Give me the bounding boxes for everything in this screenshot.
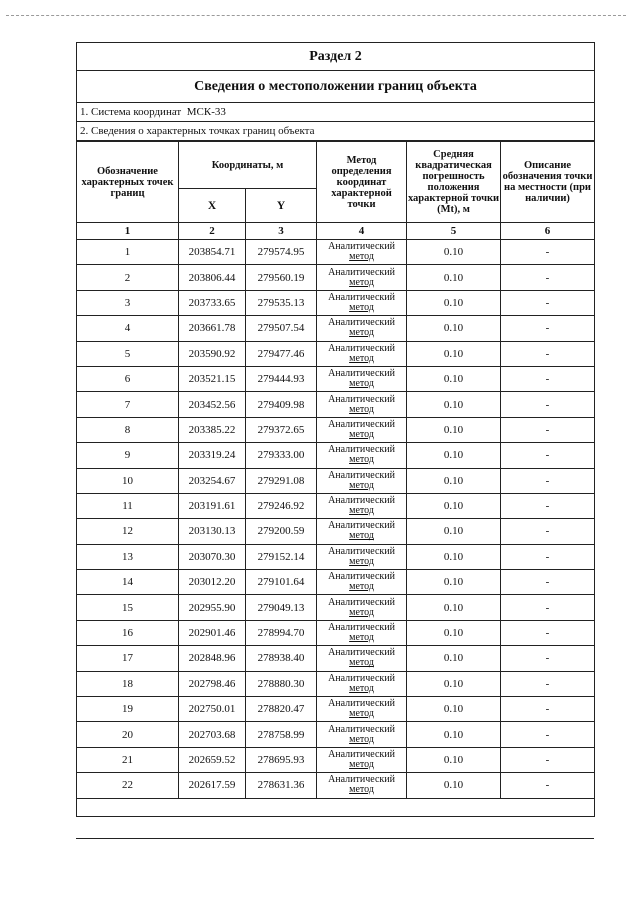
- method-cell: [317, 570, 407, 595]
- table-row: [77, 392, 595, 417]
- error-cell: 0.10: [407, 620, 501, 645]
- point-number-cell: 11: [77, 493, 179, 518]
- y-coordinate-cell: 279101.64: [246, 570, 317, 595]
- method-line-2: метод: [349, 327, 374, 339]
- error-cell: 0.10: [407, 265, 501, 290]
- description-cell: -: [501, 773, 595, 798]
- header-coords: Координаты, м: [179, 142, 317, 189]
- y-coordinate-cell: 279535.13: [246, 290, 317, 315]
- boundary-points-table: [76, 141, 595, 817]
- error-cell: 0.10: [407, 646, 501, 671]
- coord-system-label: 1. Система координат: [80, 106, 182, 118]
- error-cell: 0.10: [407, 773, 501, 798]
- x-coordinate-cell: 202703.68: [179, 722, 246, 747]
- method-line-2: метод: [349, 733, 374, 745]
- table-row: [77, 341, 595, 366]
- y-coordinate-cell: 278938.40: [246, 646, 317, 671]
- coord-system-row: [77, 103, 595, 122]
- column-number: 4: [317, 223, 407, 240]
- table-row: [77, 773, 595, 798]
- table-row: [77, 493, 595, 518]
- method-line-2: метод: [349, 301, 374, 313]
- method-line-2: метод: [349, 581, 374, 593]
- table-row: [77, 240, 595, 265]
- table-row: [77, 595, 595, 620]
- method-line-1: Аналитический: [328, 647, 395, 659]
- description-cell: -: [501, 671, 595, 696]
- x-coordinate-cell: 203590.92: [179, 341, 246, 366]
- column-number: 5: [407, 223, 501, 240]
- method-cell: [317, 671, 407, 696]
- table-row: [77, 646, 595, 671]
- column-number: 1: [77, 223, 179, 240]
- method-cell: [317, 595, 407, 620]
- description-cell: -: [501, 341, 595, 366]
- method-line-1: Аналитический: [328, 723, 395, 735]
- y-coordinate-cell: 279049.13: [246, 595, 317, 620]
- description-cell: -: [501, 722, 595, 747]
- table-row: [77, 519, 595, 544]
- method-line-1: Аналитический: [328, 520, 395, 532]
- error-cell: 0.10: [407, 747, 501, 772]
- point-number-cell: 13: [77, 544, 179, 569]
- method-line-1: Аналитический: [328, 774, 395, 786]
- method-line-2: метод: [349, 632, 374, 644]
- method-line-2: метод: [349, 251, 374, 263]
- header-method: Метод определения координат характерной точки: [317, 142, 407, 223]
- point-number-cell: 18: [77, 671, 179, 696]
- scan-top-edge-line: [6, 15, 626, 16]
- description-cell: -: [501, 417, 595, 442]
- header-error: Средняя квадратическая погрешность положения характерной точки (Mt), м: [407, 142, 501, 223]
- description-cell: -: [501, 544, 595, 569]
- y-coordinate-cell: 279246.92: [246, 493, 317, 518]
- x-coordinate-cell: 202617.59: [179, 773, 246, 798]
- method-line-2: метод: [349, 378, 374, 390]
- point-number-cell: 8: [77, 417, 179, 442]
- error-cell: 0.10: [407, 468, 501, 493]
- error-cell: 0.10: [407, 671, 501, 696]
- x-coordinate-cell: 202901.46: [179, 620, 246, 645]
- point-number-cell: 20: [77, 722, 179, 747]
- error-cell: 0.10: [407, 544, 501, 569]
- method-line-1: Аналитический: [328, 571, 395, 583]
- y-coordinate-cell: 279560.19: [246, 265, 317, 290]
- error-cell: 0.10: [407, 417, 501, 442]
- method-line-1: Аналитический: [328, 291, 395, 303]
- method-cell: [317, 417, 407, 442]
- method-cell: [317, 519, 407, 544]
- x-coordinate-cell: 202955.90: [179, 595, 246, 620]
- description-cell: -: [501, 570, 595, 595]
- table-row: [77, 544, 595, 569]
- description-cell: -: [501, 747, 595, 772]
- y-coordinate-cell: 279574.95: [246, 240, 317, 265]
- method-cell: [317, 290, 407, 315]
- header-point: Обозначение характерных точек границ: [77, 142, 179, 223]
- header-x: X: [179, 189, 246, 223]
- table-row: [77, 671, 595, 696]
- y-coordinate-cell: 279372.65: [246, 417, 317, 442]
- x-coordinate-cell: 203070.30: [179, 544, 246, 569]
- method-line-1: Аналитический: [328, 545, 395, 557]
- x-coordinate-cell: 203661.78: [179, 316, 246, 341]
- x-coordinate-cell: 203854.71: [179, 240, 246, 265]
- error-cell: 0.10: [407, 341, 501, 366]
- point-number-cell: 6: [77, 366, 179, 391]
- method-cell: [317, 493, 407, 518]
- method-cell: [317, 620, 407, 645]
- method-cell: [317, 468, 407, 493]
- table-row: [77, 570, 595, 595]
- method-line-2: метод: [349, 403, 374, 415]
- method-line-2: метод: [349, 708, 374, 720]
- description-cell: -: [501, 265, 595, 290]
- x-coordinate-cell: 202750.01: [179, 697, 246, 722]
- point-number-cell: 22: [77, 773, 179, 798]
- point-number-cell: 3: [77, 290, 179, 315]
- x-coordinate-cell: 203319.24: [179, 443, 246, 468]
- description-cell: -: [501, 443, 595, 468]
- y-coordinate-cell: 279200.59: [246, 519, 317, 544]
- x-coordinate-cell: 203254.67: [179, 468, 246, 493]
- error-cell: 0.10: [407, 316, 501, 341]
- y-coordinate-cell: 279409.98: [246, 392, 317, 417]
- y-coordinate-cell: 279507.54: [246, 316, 317, 341]
- bottom-rule: [76, 838, 594, 839]
- y-coordinate-cell: 278820.47: [246, 697, 317, 722]
- description-cell: -: [501, 595, 595, 620]
- error-cell: 0.10: [407, 570, 501, 595]
- point-number-cell: 19: [77, 697, 179, 722]
- x-coordinate-cell: 203521.15: [179, 366, 246, 391]
- point-number-cell: 10: [77, 468, 179, 493]
- table-row: [77, 417, 595, 442]
- x-coordinate-cell: 202659.52: [179, 747, 246, 772]
- y-coordinate-cell: 279152.14: [246, 544, 317, 569]
- points-caption: 2. Сведения о характерных точках границ объекта: [77, 122, 595, 141]
- error-cell: 0.10: [407, 722, 501, 747]
- method-line-1: Аналитический: [328, 418, 395, 430]
- y-coordinate-cell: 278758.99: [246, 722, 317, 747]
- description-cell: -: [501, 468, 595, 493]
- point-number-cell: 17: [77, 646, 179, 671]
- method-line-2: метод: [349, 479, 374, 491]
- method-cell: [317, 443, 407, 468]
- method-cell: [317, 773, 407, 798]
- coord-system-value: МСК-33: [186, 106, 226, 118]
- y-coordinate-cell: 278880.30: [246, 671, 317, 696]
- error-cell: 0.10: [407, 240, 501, 265]
- method-line-2: метод: [349, 505, 374, 517]
- x-coordinate-cell: 203806.44: [179, 265, 246, 290]
- header-description: Описание обозначения точки на местности (при наличии): [501, 142, 595, 223]
- method-cell: [317, 646, 407, 671]
- method-line-2: метод: [349, 352, 374, 364]
- method-line-1: Аналитический: [328, 368, 395, 380]
- method-cell: [317, 341, 407, 366]
- x-coordinate-cell: 203452.56: [179, 392, 246, 417]
- method-line-2: метод: [349, 759, 374, 770]
- section-heading: Раздел 2: [77, 43, 595, 71]
- point-number-cell: 1: [77, 240, 179, 265]
- table-empty-footer-row: [77, 798, 595, 816]
- description-cell: -: [501, 392, 595, 417]
- table-row: [77, 747, 595, 772]
- table-row: [77, 366, 595, 391]
- method-line-2: метод: [349, 606, 374, 618]
- x-coordinate-cell: 203130.13: [179, 519, 246, 544]
- method-cell: [317, 392, 407, 417]
- table-row: [77, 697, 595, 722]
- table-row: [77, 443, 595, 468]
- point-number-cell: 7: [77, 392, 179, 417]
- table-row: [77, 722, 595, 747]
- error-cell: 0.10: [407, 392, 501, 417]
- method-line-1: Аналитический: [328, 622, 395, 634]
- method-line-1: Аналитический: [328, 698, 395, 710]
- x-coordinate-cell: 202798.46: [179, 671, 246, 696]
- method-line-2: метод: [349, 555, 374, 567]
- method-line-1: Аналитический: [328, 672, 395, 684]
- y-coordinate-cell: 279477.46: [246, 341, 317, 366]
- point-number-cell: 14: [77, 570, 179, 595]
- description-cell: -: [501, 493, 595, 518]
- method-cell: [317, 697, 407, 722]
- method-line-1: Аналитический: [328, 469, 395, 481]
- y-coordinate-cell: 278695.93: [246, 747, 317, 772]
- point-number-cell: 2: [77, 265, 179, 290]
- method-cell: [317, 722, 407, 747]
- method-cell: [317, 747, 407, 772]
- description-cell: -: [501, 519, 595, 544]
- method-line-2: метод: [349, 428, 374, 440]
- method-line-1: Аналитический: [328, 749, 395, 760]
- table-row: [77, 290, 595, 315]
- method-line-1: Аналитический: [328, 444, 395, 456]
- description-cell: -: [501, 290, 595, 315]
- description-cell: -: [501, 697, 595, 722]
- y-coordinate-cell: 279333.00: [246, 443, 317, 468]
- y-coordinate-cell: 278994.70: [246, 620, 317, 645]
- table-row: [77, 468, 595, 493]
- method-line-1: Аналитический: [328, 495, 395, 507]
- method-cell: [317, 316, 407, 341]
- method-line-1: Аналитический: [328, 596, 395, 608]
- x-coordinate-cell: 203012.20: [179, 570, 246, 595]
- point-number-cell: 21: [77, 747, 179, 772]
- table-row: [77, 265, 595, 290]
- column-number: 2: [179, 223, 246, 240]
- method-line-1: Аналитический: [328, 266, 395, 278]
- method-line-2: метод: [349, 682, 374, 694]
- error-cell: 0.10: [407, 443, 501, 468]
- description-cell: -: [501, 620, 595, 645]
- y-coordinate-cell: 278631.36: [246, 773, 317, 798]
- x-coordinate-cell: 202848.96: [179, 646, 246, 671]
- point-number-cell: 4: [77, 316, 179, 341]
- table-row: [77, 620, 595, 645]
- method-cell: [317, 265, 407, 290]
- error-cell: 0.10: [407, 697, 501, 722]
- table-row: [77, 316, 595, 341]
- error-cell: 0.10: [407, 366, 501, 391]
- y-coordinate-cell: 279291.08: [246, 468, 317, 493]
- point-number-cell: 15: [77, 595, 179, 620]
- method-cell: [317, 240, 407, 265]
- description-cell: -: [501, 316, 595, 341]
- point-number-cell: 12: [77, 519, 179, 544]
- method-line-2: метод: [349, 657, 374, 669]
- description-cell: -: [501, 646, 595, 671]
- point-number-cell: 5: [77, 341, 179, 366]
- point-number-cell: 9: [77, 443, 179, 468]
- x-coordinate-cell: 203191.61: [179, 493, 246, 518]
- method-line-2: метод: [349, 454, 374, 466]
- header-y: Y: [246, 189, 317, 223]
- description-cell: -: [501, 240, 595, 265]
- method-line-2: метод: [349, 530, 374, 542]
- method-line-2: метод: [349, 784, 374, 796]
- method-line-2: метод: [349, 276, 374, 288]
- y-coordinate-cell: 279444.93: [246, 366, 317, 391]
- column-number: 3: [246, 223, 317, 240]
- method-cell: [317, 366, 407, 391]
- method-line-1: Аналитический: [328, 393, 395, 405]
- section-title: Сведения о местоположении границ объекта: [77, 71, 595, 103]
- point-number-cell: 16: [77, 620, 179, 645]
- error-cell: 0.10: [407, 595, 501, 620]
- section-header-table: [76, 42, 595, 141]
- method-line-1: Аналитический: [328, 241, 395, 253]
- error-cell: 0.10: [407, 519, 501, 544]
- x-coordinate-cell: 203733.65: [179, 290, 246, 315]
- error-cell: 0.10: [407, 493, 501, 518]
- error-cell: 0.10: [407, 290, 501, 315]
- x-coordinate-cell: 203385.22: [179, 417, 246, 442]
- method-cell: [317, 544, 407, 569]
- method-line-1: Аналитический: [328, 317, 395, 329]
- description-cell: -: [501, 366, 595, 391]
- method-line-1: Аналитический: [328, 342, 395, 354]
- column-number: 6: [501, 223, 595, 240]
